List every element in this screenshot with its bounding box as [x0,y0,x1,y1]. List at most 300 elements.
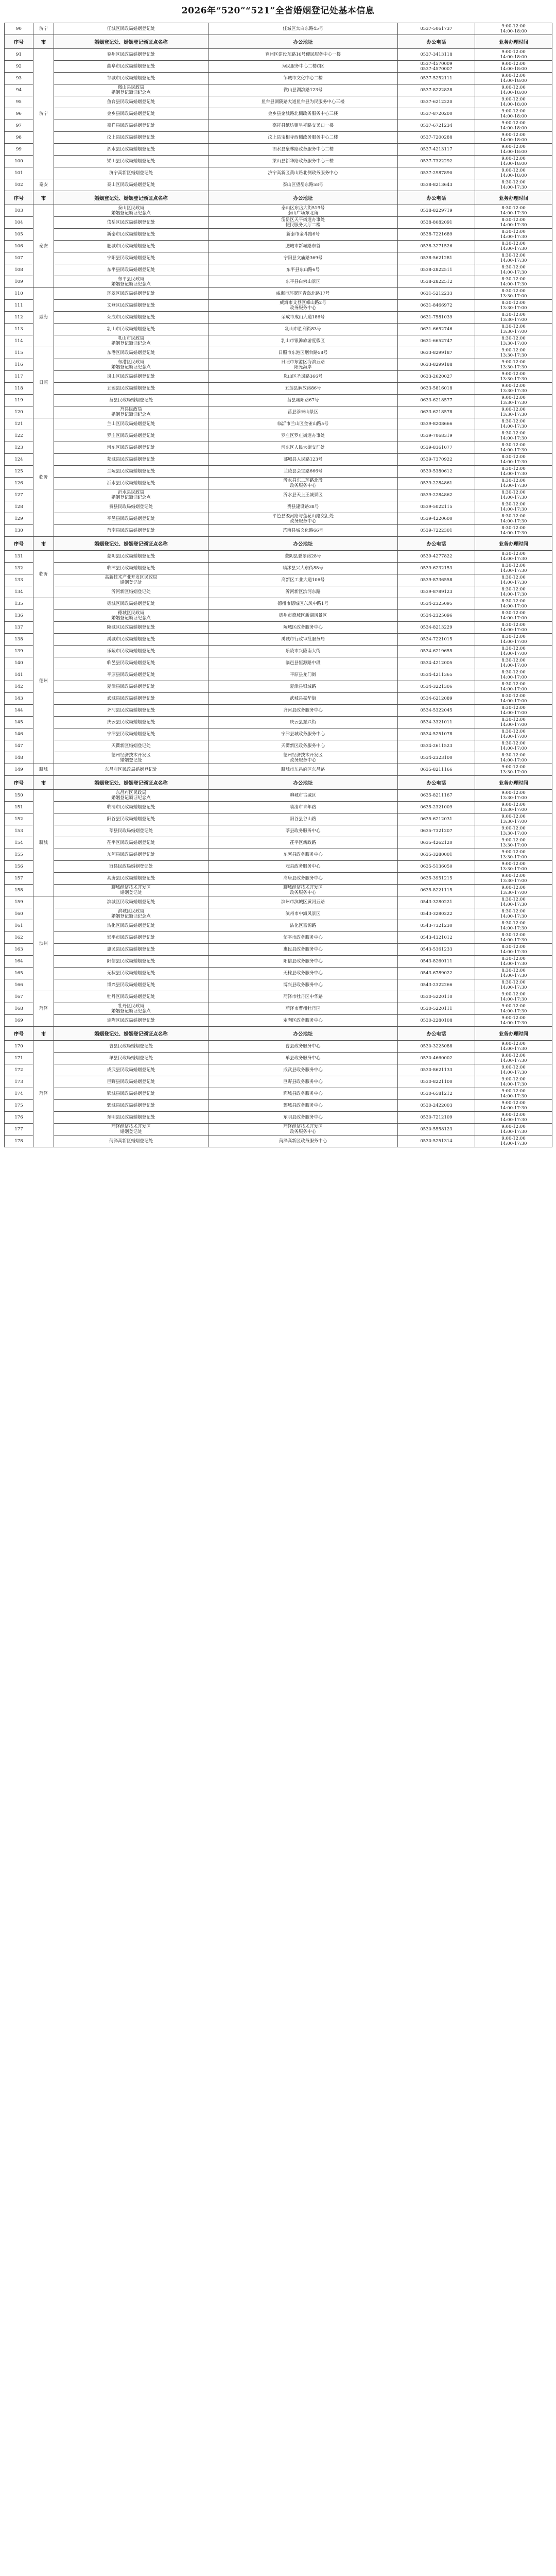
office-address: 曹县政务服务中心 [208,1041,398,1053]
office-name: 邹平市民政局婚姻登记处 [54,932,208,944]
table-row [5,395,552,406]
table-row [5,790,552,802]
office-address: 费县建设路38号 [208,501,398,513]
office-phone: 0539-4220600 [398,513,475,525]
table-row [5,132,552,144]
row-number: 93 [5,73,33,84]
office-phone: 0635-8221115 [398,885,475,896]
office-phone: 0534-7221015 [398,634,475,646]
office-phone: 0534-5251078 [398,728,475,740]
table-row [5,144,552,156]
table-row [5,276,552,288]
table-row [5,312,552,324]
office-address: 梁山县新华路政务服务中心三楼 [208,156,398,167]
table-row [5,466,552,478]
office-name: 沂水县民政局 婚姻登记颁证纪念点 [54,489,208,501]
row-number: 164 [5,956,33,968]
row-number: 118 [5,383,33,395]
office-address: 东明县政务服务中心 [208,1112,398,1124]
table-row [5,347,552,359]
office-phone: 0539-8361077 [398,442,475,454]
city-cell: 济宁 [33,49,54,179]
row-number: 159 [5,896,33,908]
row-number: 144 [5,705,33,717]
row-number: 121 [5,418,33,430]
office-hours: 9:00-12:00 14:00-17:30 [475,1076,552,1088]
office-address: 岱岳区天平街道办事处 便民服务大厅二楼 [208,217,398,229]
header-phone: 办公电话 [398,35,475,49]
table-row [5,944,552,956]
office-hours: 8:30-12:00 13:30-17:00 [475,312,552,324]
office-name: 禹城市民政局婚姻登记处 [54,634,208,646]
office-name: 泰山区民政局婚姻登记处 [54,179,208,191]
header-phone: 办公电话 [398,776,475,790]
table-row [5,728,552,740]
row-number: 143 [5,693,33,705]
office-address: 荣成市成山大道186号 [208,312,398,324]
office-hours: 8:30-12:00 14:00-17:30 [475,501,552,513]
header-city: 市 [33,537,54,551]
office-name: 沾化区民政局婚姻登记处 [54,920,208,932]
office-name: 临沭县民政局婚姻登记处 [54,563,208,574]
office-name: 冠县民政局婚姻登记处 [54,861,208,873]
office-phone: 0539-2284862 [398,489,475,501]
header-office: 婚姻登记处、婚姻登记颁证点名称 [54,35,208,49]
office-address: 平邑县浚河路与莲花山路交汇处 政务服务中心 [208,513,398,525]
row-number: 124 [5,454,33,466]
row-number: 162 [5,932,33,944]
office-phone: 0537-3413118 [398,49,475,61]
office-hours: 8:30-12:00 14:00-17:30 [475,513,552,525]
office-hours: 9:00-12:00 13:30-17:30 [475,371,552,383]
table-row [5,430,552,442]
header-no: 序号 [5,537,33,551]
office-phone: 0537-6212220 [398,96,475,108]
office-hours: 9:00-12:00 13:30-17:00 [475,885,552,896]
table-row [5,837,552,849]
row-number: 152 [5,814,33,825]
row-number: 128 [5,501,33,513]
office-hours: 8:30-12:00 14:00-17:30 [475,205,552,217]
row-number: 99 [5,144,33,156]
office-address: 沂水县东二环路北段 政务服务中心 [208,478,398,489]
office-phone: 0633-2620027 [398,371,475,383]
office-name: 沂水县民政局婚姻登记处 [54,478,208,489]
office-address: 邹平市政务服务中心 [208,932,398,944]
office-address: 威海市文登区峰山路2号 政务服务中心 [208,300,398,312]
city-cell: 泰安 [33,205,54,288]
office-address: 巨野县政务服务中心 [208,1076,398,1088]
table-row [5,1041,552,1053]
office-hours: 8:30-12:00 14:00-17:00 [475,598,552,610]
office-address: 成武县政务服务中心 [208,1064,398,1076]
office-name: 东港区民政局婚姻登记处 [54,347,208,359]
table-row [5,489,552,501]
office-address: 聊城市古城区 [208,790,398,802]
office-address: 天衢新区政务服务中心 [208,740,398,752]
office-phone: 0538-7221689 [398,229,475,241]
office-address: 嘉祥县纸坊镇呈祥路交叉口一楼 [208,120,398,132]
office-name: 滨城区民政局婚姻登记处 [54,896,208,908]
city-cell: 济宁 [33,23,54,35]
office-hours: 8:30-12:00 14:00-17:00 [475,646,552,657]
office-address: 东平县东山路6号 [208,264,398,276]
header-office: 婚姻登记处、婚姻登记颁证点名称 [54,537,208,551]
office-name: 乐陵市民政局婚姻登记处 [54,646,208,657]
office-name: 菏泽高新区婚姻登记处 [54,1136,208,1147]
city-cell: 威海 [33,288,54,347]
office-hours: 8:30-12:00 14:00-17:30 [475,908,552,920]
row-number: 175 [5,1100,33,1112]
office-address: 菏泽高新区政务服务中心 [208,1136,398,1147]
office-phone: 0539-8208666 [398,418,475,430]
city-cell: 临沂 [33,418,54,537]
office-phone: 0534-2611523 [398,740,475,752]
row-number: 113 [5,324,33,335]
office-address: 陵城区政务服务中心 [208,622,398,634]
office-name: 平原县民政局婚姻登记处 [54,669,208,681]
office-name: 临邑县民政局婚姻登记处 [54,657,208,669]
office-hours: 8:30-12:00 13:30-17:00 [475,288,552,300]
office-phone: 0537-8222828 [398,84,475,96]
office-hours: 9:00-12:00 14:00-17:30 [475,1088,552,1100]
header-city: 市 [33,1027,54,1041]
row-number: 104 [5,217,33,229]
office-hours: 9:00-12:00 14:00-18:00 [475,73,552,84]
office-phone: 0530-5251314 [398,1136,475,1147]
office-name: 金乡县民政局婚姻登记处 [54,108,208,120]
table-row [5,956,552,968]
row-number: 171 [5,1053,33,1064]
office-name: 五莲县民政局婚姻登记处 [54,383,208,395]
office-phone: 0539-4277822 [398,551,475,563]
office-phone: 0530-7212109 [398,1112,475,1124]
office-address: 临沭县兴大东街88号 [208,563,398,574]
row-number: 98 [5,132,33,144]
table-row [5,740,552,752]
row-number: 127 [5,489,33,501]
table-row [5,657,552,669]
table-row [5,574,552,586]
office-name: 兰陵县民政局婚姻登记处 [54,466,208,478]
office-phone: 0534-6219655 [398,646,475,657]
table-row [5,752,552,764]
office-name: 武城县民政局婚姻登记处 [54,693,208,705]
table-row [5,264,552,276]
office-name: 菏泽经济技术开发区 婚姻登记处 [54,1124,208,1136]
row-number: 116 [5,359,33,371]
header-address: 办公地址 [208,191,398,205]
office-address: 莘县政务服务中心 [208,825,398,837]
office-address: 德州市德城区新湖风景区 [208,610,398,622]
office-name: 莒南县民政局婚姻登记处 [54,525,208,537]
office-name: 牡丹区民政局 婚姻登记颁证纪念点 [54,1003,208,1015]
office-hours: 9:00-12:00 14:00-18:00 [475,49,552,61]
office-hours: 8:30-12:00 14:00-17:00 [475,752,552,764]
office-hours: 9:00-12:00 13:30-17:30 [475,406,552,418]
office-hours: 8:30-12:00 14:00-17:30 [475,276,552,288]
office-address: 宁津县城政务服务中心 [208,728,398,740]
row-number: 103 [5,205,33,217]
office-name: 罗庄区民政局婚姻登记处 [54,430,208,442]
row-number: 92 [5,61,33,73]
office-hours: 8:30-12:00 14:00-17:30 [475,241,552,252]
office-phone: 0537-6721234 [398,120,475,132]
office-phone: 0537-2987890 [398,167,475,179]
table-row [5,634,552,646]
office-name: 滨城区民政局 婚姻登记颁证纪念点 [54,908,208,920]
office-address: 任城区太白东路45号 [208,23,398,35]
table-row [5,693,552,705]
office-address: 夏津县银城路 [208,681,398,693]
office-name: 平邑县民政局婚姻登记处 [54,513,208,525]
table-row [5,73,552,84]
office-address: 博兴县政务服务中心 [208,979,398,991]
office-phone: 0537-5061737 [398,23,475,35]
office-name: 乳山市民政局婚姻登记处 [54,324,208,335]
header-city: 市 [33,35,54,49]
row-number: 170 [5,1041,33,1053]
row-number: 136 [5,610,33,622]
office-hours: 9:00-12:00 13:30-17:00 [475,837,552,849]
office-address: 菏泽经济技术开发区 政务服务中心 [208,1124,398,1136]
row-number: 145 [5,717,33,728]
office-name: 德州经济技术开发区 婚姻登记处 [54,752,208,764]
office-name: 莒县民政局 婚姻登记颁证纪念点 [54,406,208,418]
office-address: 鄄城县政务服务中心 [208,1100,398,1112]
office-phone: 0534-6212089 [398,693,475,705]
row-number: 149 [5,764,33,776]
table-row [5,968,552,979]
office-hours: 9:00-12:00 14:00-17:30 [475,1124,552,1136]
office-phone: 0537-4213117 [398,144,475,156]
office-address: 禹城市行政审批服务局 [208,634,398,646]
office-name: 高新技术产业开发区民政局 婚姻登记处 [54,574,208,586]
table-row [5,873,552,885]
office-name: 乳山市民政局 婚姻登记颁证纪念点 [54,335,208,347]
office-phone: 0635-8211166 [398,764,475,776]
office-name: 惠民县民政局婚姻登记处 [54,944,208,956]
office-hours: 9:00-12:00 13:30-17:00 [475,873,552,885]
office-address: 临邑县恒源路中段 [208,657,398,669]
header-address: 办公地址 [208,1027,398,1041]
office-phone: 0635-5136050 [398,861,475,873]
office-hours: 8:30-12:00 14:00-17:30 [475,252,552,264]
table-row [5,96,552,108]
table-row [5,525,552,537]
row-number: 155 [5,849,33,861]
table-row [5,908,552,920]
office-hours: 9:00-12:00 14:00-17:30 [475,1053,552,1064]
header-no: 序号 [5,191,33,205]
office-address: 庆云县振兴街 [208,717,398,728]
office-address: 惠民县政务服务中心 [208,944,398,956]
row-number: 90 [5,23,33,35]
office-name: 鄄城县民政局婚姻登记处 [54,1100,208,1112]
row-number: 105 [5,229,33,241]
office-name: 德城区民政局婚姻登记处 [54,598,208,610]
office-address: 沂河新区滨河东路 [208,586,398,598]
table-row [5,814,552,825]
office-name: 德城区民政局 婚姻登记颁证纪念点 [54,610,208,622]
office-phone: 0539-5380612 [398,466,475,478]
office-address: 莒县城阳路67号 [208,395,398,406]
row-number: 133 [5,574,33,586]
row-number: 166 [5,979,33,991]
table-row [5,896,552,908]
header-phone: 办公电话 [398,537,475,551]
office-hours: 8:30-12:00 14:00-17:00 [475,728,552,740]
table-row [5,717,552,728]
office-name: 东明县民政局婚姻登记处 [54,1112,208,1124]
office-phone: 0534-2325096 [398,610,475,622]
office-phone: 0631-8466972 [398,300,475,312]
header-office: 婚姻登记处、婚姻登记颁证点名称 [54,1027,208,1041]
header-hours: 业务办理时间 [475,776,552,790]
row-number: 153 [5,825,33,837]
office-address: 茌平区新政路 [208,837,398,849]
office-name: 泗水县民政局婚姻登记处 [54,144,208,156]
table-row [5,1053,552,1064]
office-phone: 0534-2323100 [398,752,475,764]
table-row [5,454,552,466]
office-name: 汶上县民政局婚姻登记处 [54,132,208,144]
row-number: 115 [5,347,33,359]
table-row [5,23,552,35]
office-phone: 0543-3280221 [398,896,475,908]
office-address: 邹城市文化中心二楼 [208,73,398,84]
office-address: 兰陵县会宝路666号 [208,466,398,478]
office-hours: 9:00-12:00 14:00-17:30 [475,1112,552,1124]
office-address: 威海市环翠区青岛北路17号 [208,288,398,300]
table-row [5,383,552,395]
office-name: 费县民政局婚姻登记处 [54,501,208,513]
row-number: 91 [5,49,33,61]
office-name: 任城区民政局婚姻登记处 [54,23,208,35]
office-address: 郯城县人民路123号 [208,454,398,466]
office-phone: 0631-6652747 [398,335,475,347]
table-row [5,563,552,574]
office-name: 茌平区民政局婚姻登记处 [54,837,208,849]
table-row [5,324,552,335]
row-number: 112 [5,312,33,324]
office-address: 菏泽市牡丹区中华路 [208,991,398,1003]
office-phone: 0530-4660002 [398,1053,475,1064]
office-name: 东港区民政局 婚姻登记颁证纪念点 [54,359,208,371]
office-hours: 8:30-12:00 14:00-17:00 [475,681,552,693]
row-number: 161 [5,920,33,932]
office-address: 东平县白佛山景区 [208,276,398,288]
table-row [5,979,552,991]
office-address: 金乡县金城路北侧政务服务中心三楼 [208,108,398,120]
office-phone: 0633-8299187 [398,347,475,359]
office-address: 平原县龙门街 [208,669,398,681]
office-address: 莒南县城文化路66号 [208,525,398,537]
row-number: 114 [5,335,33,347]
office-hours: 9:00-12:00 14:00-18:00 [475,167,552,179]
table-row [5,241,552,252]
office-hours: 8:30-12:00 14:00-17:30 [475,574,552,586]
row-number: 154 [5,837,33,849]
office-hours: 8:30-12:00 14:00-17:00 [475,717,552,728]
office-address: 菏泽市曹州牡丹园 [208,1003,398,1015]
page-title: 2026年“520”“521”全省婚姻登记处基本信息 [181,6,375,16]
city-cell: 临沂 [33,551,54,598]
office-name: 泰山区民政局 婚姻登记颁证纪念点 [54,205,208,217]
office-address: 冠县政务服务中心 [208,861,398,873]
office-address: 泰山区望岳东路58号 [208,179,398,191]
office-phone: 0543-3280222 [398,908,475,920]
row-number: 163 [5,944,33,956]
office-address: 齐河县政务服务中心 [208,705,398,717]
office-phone: 0537-8720200 [398,108,475,120]
office-address: 武城县振华街 [208,693,398,705]
office-hours: 9:00-12:00 14:00-17:30 [475,1136,552,1147]
office-address: 乳山市银滩旅游度假区 [208,335,398,347]
office-address: 高新区工业大道106号 [208,574,398,586]
office-hours: 8:30-12:00 14:00-17:30 [475,563,552,574]
office-hours: 8:30-12:00 14:00-17:00 [475,705,552,717]
city-cell: 菏泽 [33,1041,54,1147]
office-phone: 0539-7068319 [398,430,475,442]
office-name: 东平县民政局婚姻登记处 [54,264,208,276]
office-hours: 9:00-12:00 13:30-17:30 [475,359,552,371]
office-hours: 9:00-12:00 13:30-17:30 [475,395,552,406]
office-phone: 0543-5361233 [398,944,475,956]
office-address: 蒙阴县叠翠路28号 [208,551,398,563]
header-city: 市 [33,191,54,205]
row-number: 167 [5,991,33,1003]
office-hours: 9:00-12:00 13:30-17:00 [475,802,552,814]
office-address: 东阿县政务服务中心 [208,849,398,861]
office-name: 岚山区民政局婚姻登记处 [54,371,208,383]
office-hours: 9:00-12:00 14:00-18:00 [475,96,552,108]
row-number: 168 [5,1003,33,1015]
office-name: 庆云县民政局婚姻登记处 [54,717,208,728]
office-hours: 8:30-12:00 14:00-17:00 [475,657,552,669]
row-number: 156 [5,861,33,873]
office-name: 夏津县民政局婚姻登记处 [54,681,208,693]
office-phone: 0537-5252111 [398,73,475,84]
office-name: 微山县民政局 婚姻登记颁证纪念点 [54,84,208,96]
office-name: 单县民政局婚姻登记处 [54,1053,208,1064]
office-name: 曲阜市民政局婚姻登记处 [54,61,208,73]
header-city: 市 [33,776,54,790]
office-address: 无棣县政务服务中心 [208,968,398,979]
office-address: 临清市青年路 [208,802,398,814]
office-name: 莒县民政局婚姻登记处 [54,395,208,406]
office-hours: 8:30-12:00 14:00-17:30 [475,956,552,968]
row-number: 173 [5,1076,33,1088]
office-hours: 9:00-12:00 14:00-18:00 [475,144,552,156]
office-address: 泗水县泉林路政务服务中心二楼 [208,144,398,156]
office-phone: 0538-8229719 [398,205,475,217]
row-number: 160 [5,908,33,920]
table-row [5,359,552,371]
office-name: 牡丹区民政局婚姻登记处 [54,991,208,1003]
office-name: 聊城经济技术开发区 婚姻登记处 [54,885,208,896]
office-address: 沾化区富源路 [208,920,398,932]
office-hours: 9:00-12:00 14:00-17:30 [475,1003,552,1015]
office-phone: 0534-8213229 [398,622,475,634]
row-number: 111 [5,300,33,312]
office-address: 罗庄区罗庄街道办事处 [208,430,398,442]
row-number: 148 [5,752,33,764]
office-phone: 0539-7370922 [398,454,475,466]
table-row [5,288,552,300]
office-phone: 0539-8736558 [398,574,475,586]
office-address: 河东区人民大街交汇处 [208,442,398,454]
